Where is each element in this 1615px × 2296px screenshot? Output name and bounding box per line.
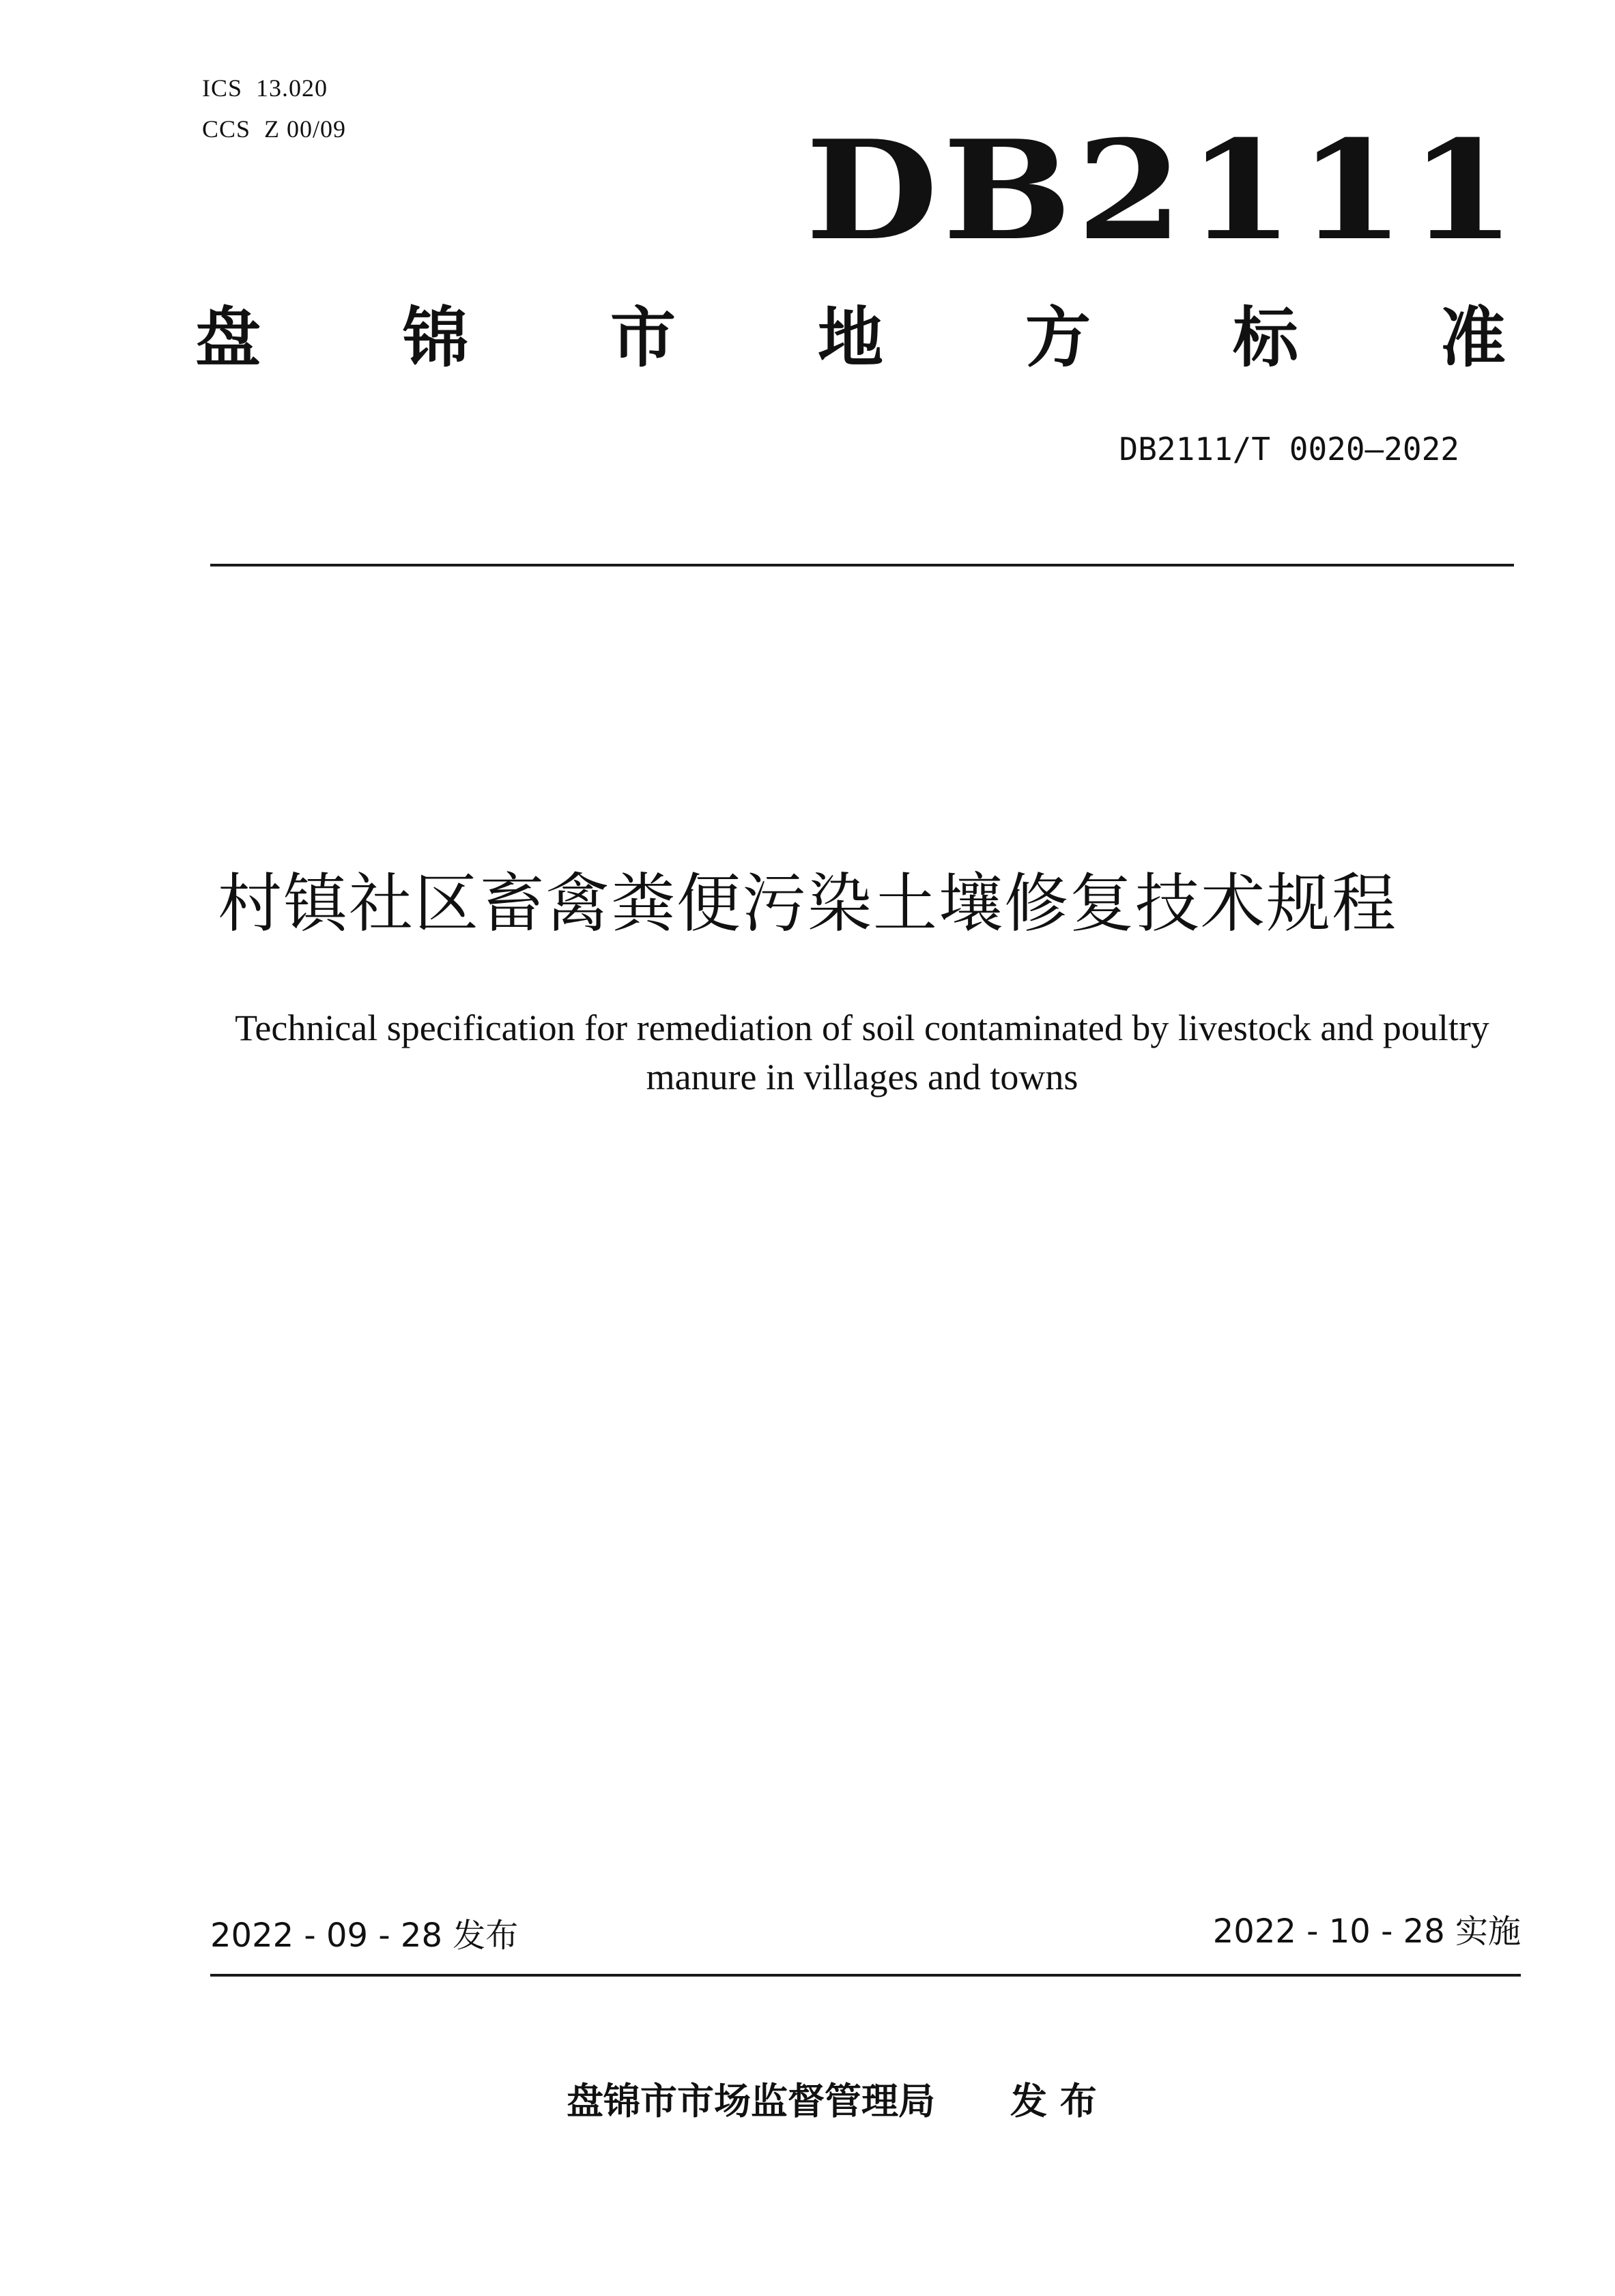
standard-number: DB2111/T 0020—2022 xyxy=(1119,431,1459,468)
issuer-name: 盘锦市市场监督管理局 xyxy=(567,2080,935,2123)
standard-type-char: 地 xyxy=(818,300,883,376)
standard-type-char: 方 xyxy=(1025,300,1091,376)
ics-code: ICS 13.020 xyxy=(202,74,328,102)
document-title-chinese: 村镇社区畜禽粪便污染土壤修复技术规程 xyxy=(217,867,1397,941)
english-title-line-1: Technical specification for remediation of soil contaminated by livestock and poultry xyxy=(235,1007,1489,1048)
document-title-english xyxy=(193,1003,1531,1102)
standard-type-title xyxy=(195,300,1506,375)
standard-type-char: 市 xyxy=(610,300,676,376)
header-divider xyxy=(210,564,1514,566)
implementation-date: 2022 - 10 - 28 实施 xyxy=(1212,1912,1521,1951)
standard-type-char: 盘 xyxy=(195,300,261,376)
ccs-code: CCS Z 00/09 xyxy=(202,115,347,143)
release-date: 2022 - 09 - 28 发布 xyxy=(210,1917,519,1955)
footer-divider xyxy=(210,1974,1521,1977)
standard-type-char: 准 xyxy=(1440,300,1506,376)
standard-type-char: 标 xyxy=(1233,300,1298,376)
standard-type-char: 锦 xyxy=(403,300,468,376)
release-word: 发 布 xyxy=(1010,2080,1097,2123)
issuer-line xyxy=(567,2079,1097,2124)
standard-code-heading: DB2111 xyxy=(805,111,1521,271)
english-title-line-2: manure in villages and towns xyxy=(646,1057,1078,1097)
